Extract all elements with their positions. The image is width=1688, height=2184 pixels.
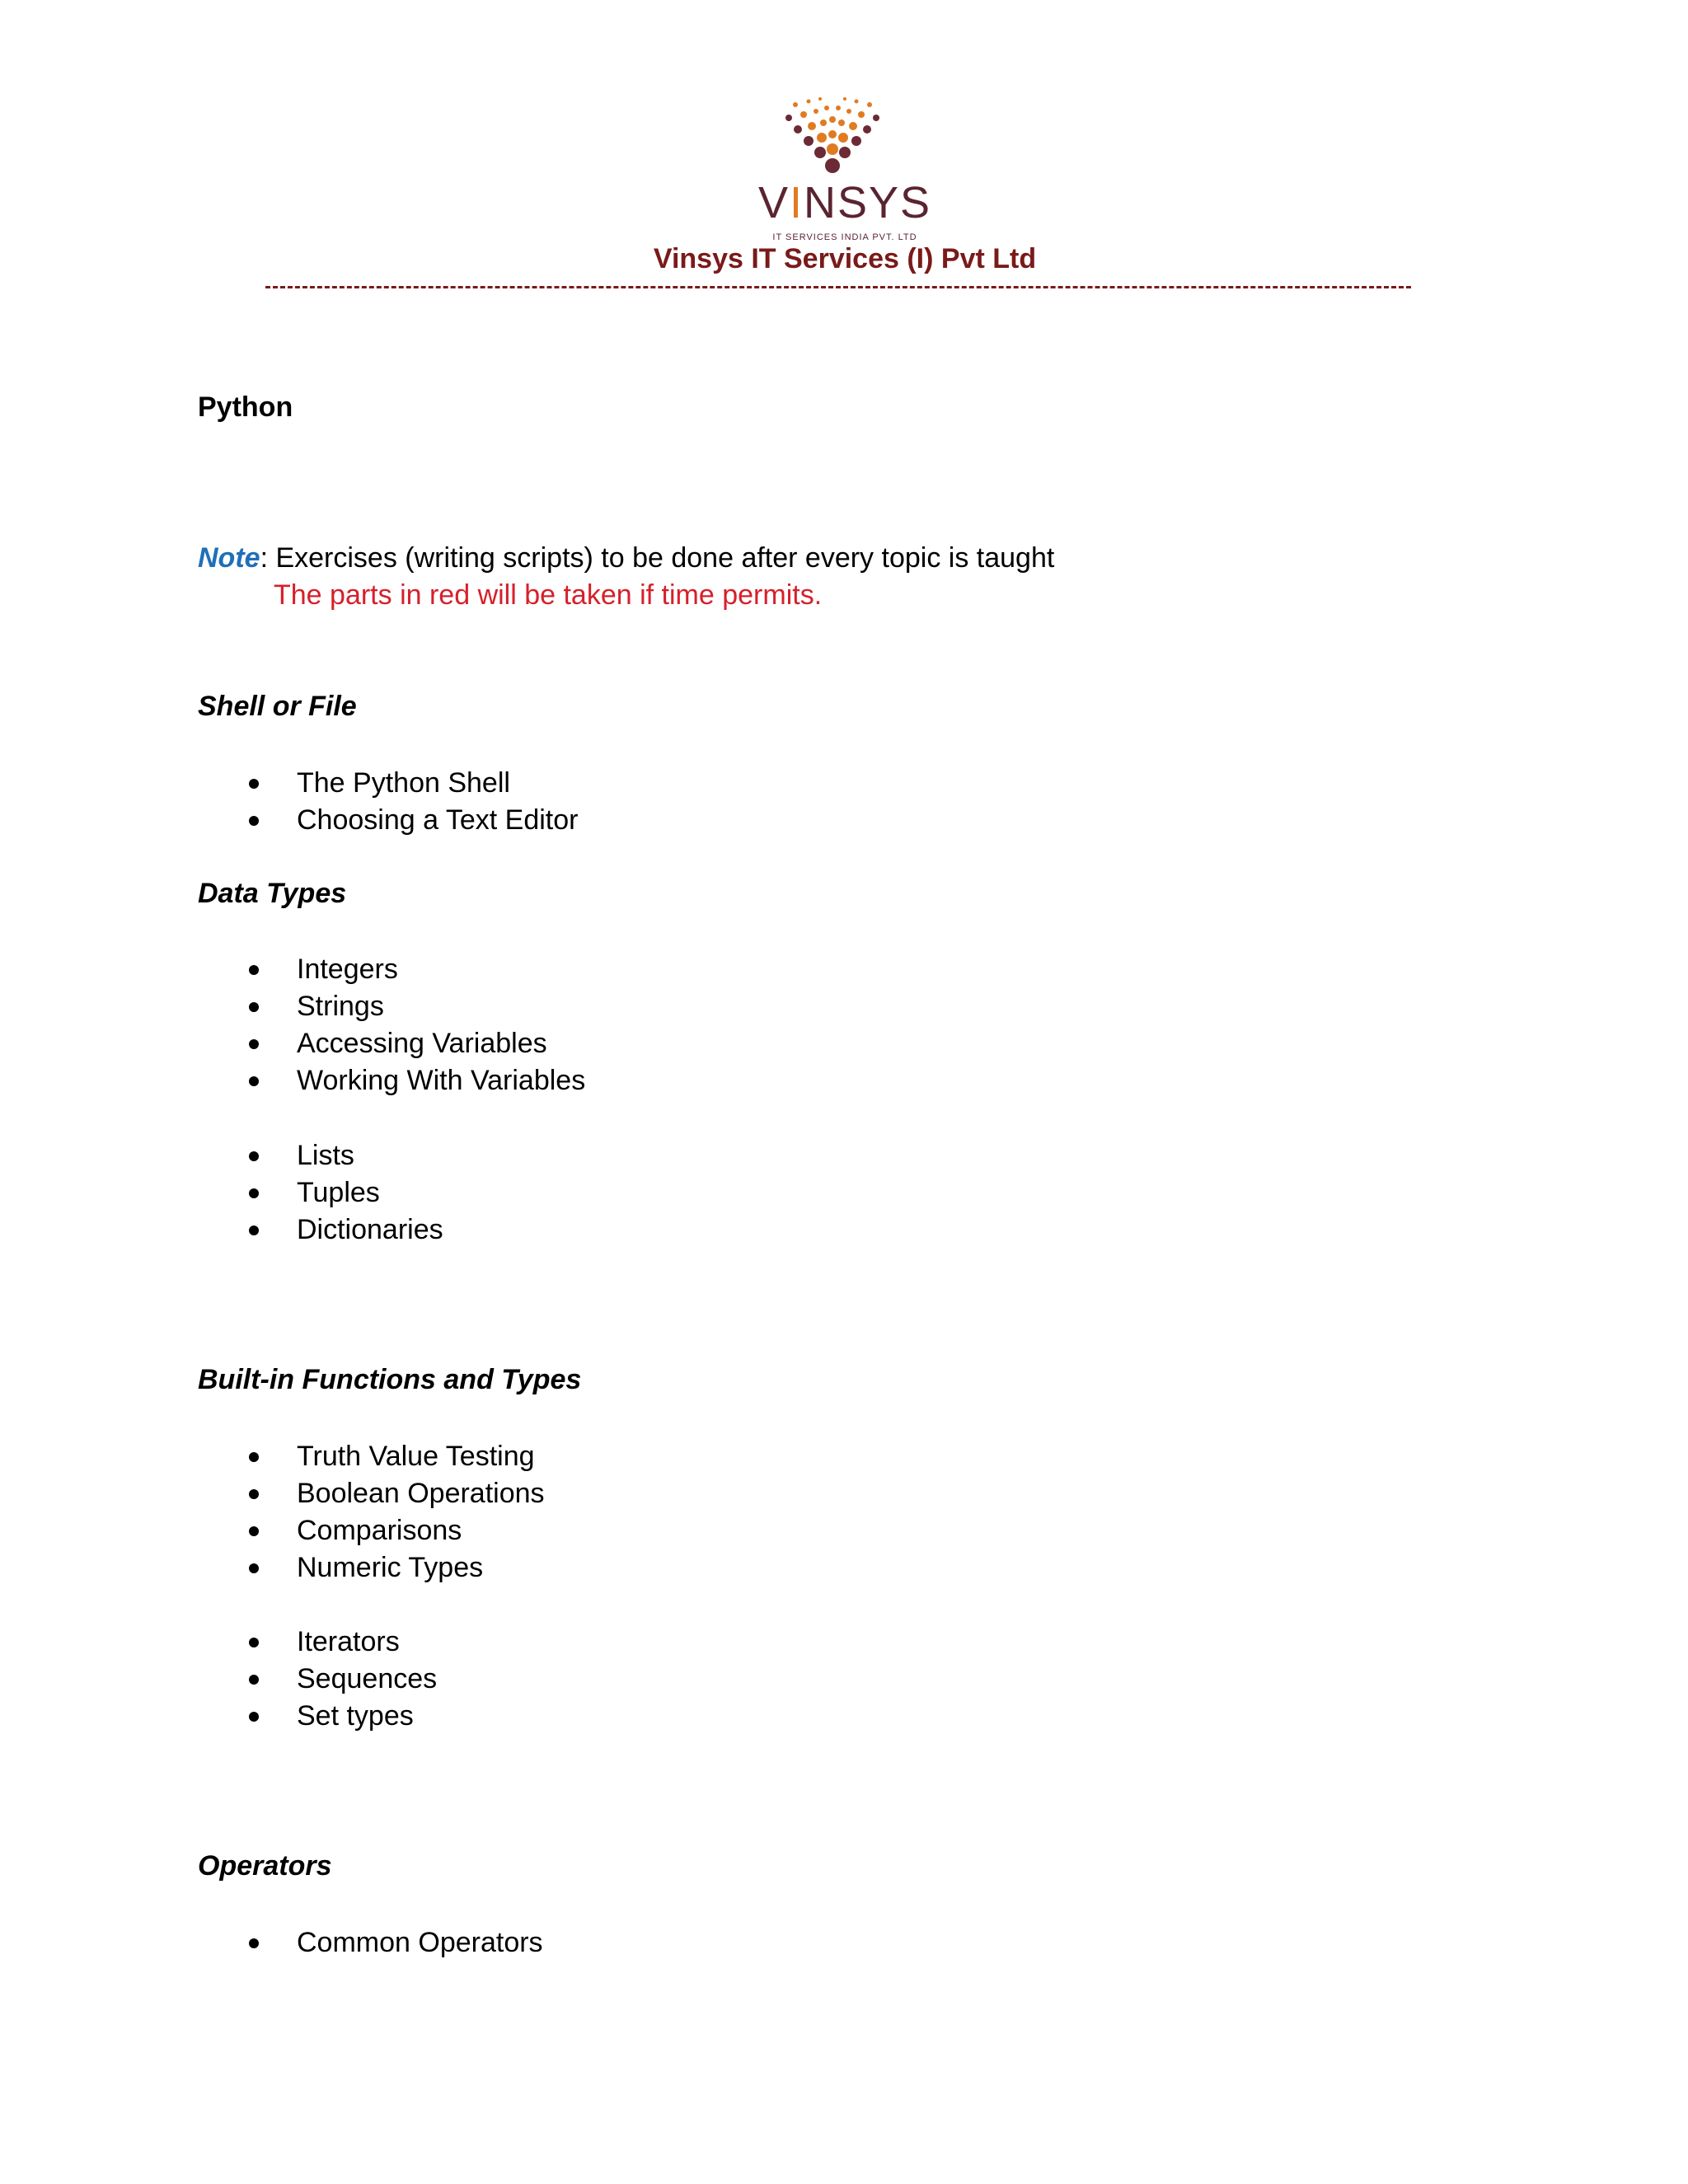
list-item-label: Common Operators bbox=[297, 1927, 543, 1958]
list-item-label: Working With Variables bbox=[297, 1065, 586, 1096]
bullet-list-builtins-1 bbox=[198, 1438, 545, 1586]
brand-word-accent: I bbox=[789, 178, 804, 227]
list-item-label: Accessing Variables bbox=[297, 1028, 547, 1059]
list-item-label: Strings bbox=[297, 991, 384, 1022]
bullet-dot-icon bbox=[249, 1938, 259, 1948]
list-item bbox=[198, 1137, 443, 1174]
list-item bbox=[198, 1475, 545, 1512]
note-red-text: The parts in red will be taken if time permits. bbox=[274, 579, 823, 611]
list-item bbox=[198, 1174, 443, 1212]
brand-word-suffix: NSYS bbox=[803, 178, 932, 227]
list-item-label: Set types bbox=[297, 1700, 414, 1732]
bullet-dot-icon bbox=[249, 1002, 259, 1012]
bullet-dot-icon bbox=[249, 1226, 259, 1235]
section-heading-data-types: Data Types bbox=[198, 878, 347, 909]
section-heading-shell-or-file: Shell or File bbox=[198, 691, 357, 722]
bullet-dot-icon bbox=[249, 816, 259, 826]
page-title: Python bbox=[198, 391, 293, 423]
list-item bbox=[198, 1512, 545, 1549]
logo-dots bbox=[785, 97, 879, 173]
list-item-label: The Python Shell bbox=[297, 767, 510, 799]
bullet-dot-icon bbox=[249, 1039, 259, 1049]
bullet-dot-icon bbox=[249, 1675, 259, 1685]
bullet-dot-icon bbox=[249, 1489, 259, 1499]
bullet-dot-icon bbox=[249, 965, 259, 975]
bullet-dot-icon bbox=[249, 1076, 259, 1086]
list-item bbox=[198, 1212, 443, 1249]
bullet-list-data-types-2 bbox=[198, 1137, 443, 1249]
list-item-label: Tuples bbox=[297, 1177, 380, 1208]
vinsys-logo-icon bbox=[771, 95, 894, 177]
bullet-dot-icon bbox=[249, 1638, 259, 1647]
list-item-label: Dictionaries bbox=[297, 1214, 443, 1245]
list-item bbox=[198, 1624, 437, 1661]
bullet-dot-icon bbox=[249, 1188, 259, 1198]
brand-word-prefix: V bbox=[757, 178, 790, 227]
company-name: Vinsys IT Services (I) Pvt Ltd bbox=[653, 243, 1037, 274]
list-item bbox=[198, 1025, 585, 1062]
brand-wordmark bbox=[659, 180, 1030, 226]
bullet-list-operators bbox=[198, 1924, 543, 1961]
note-line bbox=[198, 540, 1054, 576]
note-text: : Exercises (writing scripts) to be done after every topic is taught bbox=[260, 542, 1055, 574]
bullet-list-shell bbox=[198, 765, 578, 839]
list-item-label: Integers bbox=[297, 954, 398, 985]
list-item-label: Lists bbox=[297, 1140, 354, 1171]
bullet-dot-icon bbox=[249, 1151, 259, 1161]
list-item bbox=[198, 1698, 437, 1735]
list-item bbox=[198, 1062, 585, 1099]
list-item-label: Sequences bbox=[297, 1663, 438, 1694]
list-item-label: Truth Value Testing bbox=[297, 1441, 535, 1472]
bullet-dot-icon bbox=[249, 1452, 259, 1462]
section-heading-operators: Operators bbox=[198, 1850, 332, 1882]
list-item bbox=[198, 765, 578, 802]
list-item-label: Boolean Operations bbox=[297, 1478, 545, 1509]
list-item bbox=[198, 1661, 437, 1698]
bullet-list-data-types-1 bbox=[198, 951, 585, 1099]
brand-subtitle: IT SERVICES INDIA PVT. LTD bbox=[772, 232, 917, 242]
list-item-label: Numeric Types bbox=[297, 1552, 484, 1583]
list-item-label: Iterators bbox=[297, 1626, 400, 1657]
bullet-dot-icon bbox=[249, 1563, 259, 1573]
bullet-dot-icon bbox=[249, 1526, 259, 1536]
bullet-dot-icon bbox=[249, 779, 259, 789]
list-item-label: Choosing a Text Editor bbox=[297, 804, 579, 836]
section-heading-built-in-functions: Built-in Functions and Types bbox=[198, 1364, 582, 1395]
list-item bbox=[198, 988, 585, 1025]
list-item bbox=[198, 802, 578, 839]
bullet-list-builtins-2 bbox=[198, 1624, 437, 1735]
bullet-dot-icon bbox=[249, 1712, 259, 1722]
list-item-label: Comparisons bbox=[297, 1515, 462, 1546]
list-item bbox=[198, 951, 585, 988]
note-label: Note bbox=[198, 542, 260, 574]
header-divider bbox=[265, 286, 1411, 288]
list-item bbox=[198, 1438, 545, 1475]
list-item bbox=[198, 1549, 545, 1586]
list-item bbox=[198, 1924, 543, 1961]
